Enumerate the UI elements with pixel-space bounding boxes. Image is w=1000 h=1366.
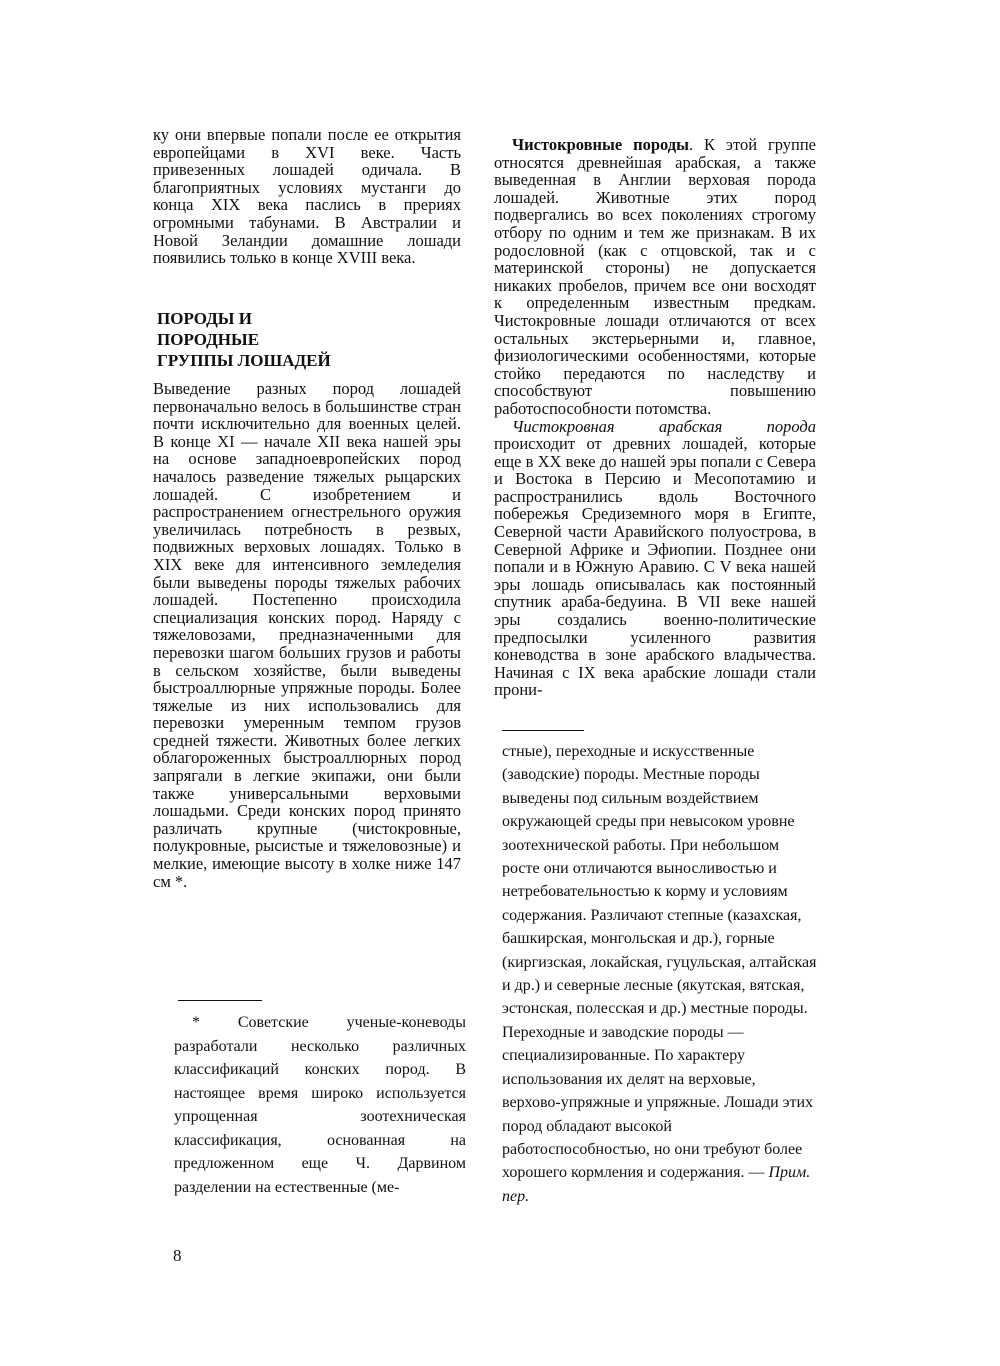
heading-line: ПОРОДНЫЕ (157, 330, 260, 349)
paragraph-chistokrovnye (494, 136, 816, 418)
section-heading (157, 308, 397, 371)
footnote-note: Прим. пер. (502, 1164, 811, 1205)
heading-line: ГРУППЫ ЛОШАДЕЙ (157, 351, 331, 370)
paragraph-text: . К этой группе относятся древнейшая арабская, а также выведенная в Англии верховая порода лошадей. Животные этих пород подвергались во всех поколениях строгому отбору по одним и тем же признакам. В их родословной (как с отцовской, так и с материнской стороны) не допускается никаких пробелов, причем все они восходят к определенным известным предкам. Чистокровные лошади отличаются от всех остальных экстерьерными и, главное, физиологическими особенностями, которые стойко передаются по наследству и способствуют повышению работоспособности потомства. (494, 135, 816, 418)
paragraph-text: происходит от древних лошадей, которые еще в XX веке до нашей эры попали с Севера и Востока в Персию и Месопотамию и распространились вдоль Восточного побережья Средиземного моря в Египте, Северной части Аравийского полуострова, в Северной Африке и Эфиопии. Позднее они попали и в Южную Аравию. С V века нашей эры лошадь описывалась как постоянный спутник араба-бедуина. В VII веке нашей эры создались военно-политические предпосылки усиленного развития коневодства в зоне арабского владычества. Начиная с IX века арабские лошади стали прони- (494, 434, 816, 700)
footnote-body: стные), переходные и искусственные (заводские) породы. Местные породы выведены под сильным воздействием окружающей среды при невысоком уровне зоотехнической работы. При небольшом росте они отличаются выносливостью и нетребовательностью к корму и условиям содержания. Различают степные (казахская, башкирская, монгольская и др.), горные (киргизская, локайская, гуцульская, алтайская и др.) и северные лесные (якутская, вятская, эстонская, полесская и др.) местные породы. Переходные и заводские породы — специализированные. По характеру использования их делят на верховые, верхово-упряжные и упряжные. Лошади этих пород обладают высокой работоспособностью, но они требуют более хорошего кормления и содержания. — (502, 743, 817, 1182)
paragraph-text: Выведение разных пород лошадей первоначально велось в большинстве стран почти исключительно для военных целей. В конце XI — начале XII века нашей эры на основе западноевропейских пород началось разведение тяжелых рыцарских лошадей. С изобретением и распространением огнестрельного оружия увеличилась потребность в резвых, подвижных верховых лошадях. Только в XIX веке для интенсивного земледелия были выведены породы тяжелых рабочих лошадей. Постепенно происходила специализация конских пород. Наряду с тяжеловозами, предназначенными для перевозки шагом больших грузов и работы в сельском хозяйстве, были выведены быстроаллюрные упряжные породы. Более тяжелые из них использовались для перевозки умеренным темпом грузов средней тяжести. Животных более легких облагороженных быстроаллюрных пород запрягали в легкие экипажи, они были также универсальными верховыми лошадьми. Среди конских пород принято различать крупные (чистокровные, полукровные, рысистые и тяжеловозные) и мелкие, имеющие высоту в холке ниже 147 см *. (153, 379, 461, 891)
page-number: 8 (173, 1246, 182, 1265)
term-bold: Чистокровные породы (512, 135, 690, 154)
left-column-top-paragraph (153, 126, 461, 267)
footnote-divider (178, 1000, 262, 1001)
paragraph-text: ку они впервые попали после ее открытия европейцами в XVI веке. Часть привезенных лошадей одичала. В благоприятных условиях мустанги до конца XIX века паслись в прериях огромными табунами. В Австралии и Новой Зеландии домашние лошади появились только в конце XVIII века. (153, 125, 461, 268)
left-column-main-paragraph (153, 380, 461, 890)
paragraph-arabian (494, 418, 816, 700)
heading-line: ПОРОДЫ И (157, 309, 252, 328)
term-italic: Чистокровная арабская порода (512, 416, 816, 436)
right-column-body (494, 136, 816, 699)
footnote-text: * Советские ученые-коневоды разработали несколько различных классификаций конских пород. В настоящее время широко используется упрощенная зоотехническая классификация, основанная на предложенном еще Ч. Дарвином разделении на естественные (ме- (174, 1014, 466, 1196)
right-footnote (502, 740, 818, 1208)
left-footnote (174, 1011, 466, 1199)
footnote-divider (502, 730, 584, 731)
footnote-text (502, 740, 818, 1208)
